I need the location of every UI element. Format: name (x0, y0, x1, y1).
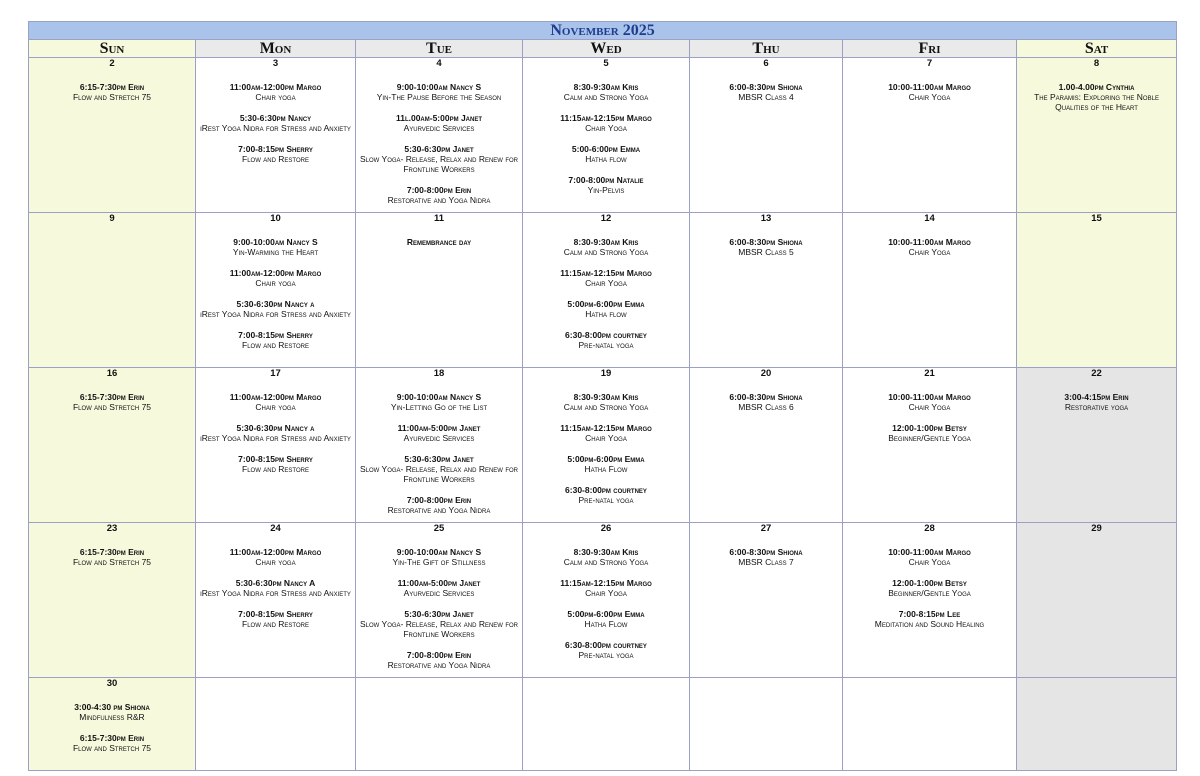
dow-wed: Wed (523, 40, 690, 58)
day-cell (690, 213, 843, 368)
event-item[interactable] (843, 392, 1016, 412)
event-name: Chair yoga (255, 92, 296, 102)
month-title: November 2025 (29, 22, 1177, 40)
event-time: 9:00-10:00am Nancy S (396, 392, 482, 402)
event-item[interactable] (843, 237, 1016, 257)
day-number: 2 (109, 58, 115, 69)
event-name: Calm and Strong Yoga (563, 247, 649, 257)
event-item[interactable] (1017, 82, 1176, 112)
event-name: Meditation and Sound Healing (874, 619, 985, 629)
event-item[interactable] (690, 547, 842, 567)
event-name: Hatha flow (585, 309, 627, 319)
event-time: 5:30-6:30pm Nancy (239, 113, 312, 123)
event-item[interactable] (196, 454, 355, 474)
event-name: Ayurvedic Services (403, 433, 475, 443)
event-item[interactable] (843, 578, 1016, 598)
event-time: 11:15am-12:15pm Margo (560, 423, 652, 433)
event-time: 6:30-8:00pm courtney (565, 640, 647, 650)
event-time: 7:00-8:15pm Lee (898, 609, 961, 619)
event-time: 11:00am-12:00pm Margo (229, 268, 322, 278)
event-name: Chair Yoga (908, 92, 951, 102)
event-time: 6:00-8:30pm Shiona (729, 392, 803, 402)
day-number: 6 (763, 58, 769, 69)
day-cell (196, 678, 356, 771)
day-number: 28 (924, 523, 935, 534)
day-number: 12 (600, 213, 612, 224)
day-number: 21 (924, 368, 935, 379)
event-name: Restorative and Yoga Nidra (387, 660, 491, 670)
event-item[interactable] (29, 82, 195, 102)
event-item[interactable] (843, 609, 1016, 629)
event-name: Yin-The Pause Before the Season (376, 92, 502, 102)
event-item[interactable] (356, 578, 522, 598)
event-name: iRest Yoga Nidra for Stress and Anxiety (200, 309, 351, 319)
day-cell (29, 678, 196, 771)
event-time: 9:00-10:00am Nancy S (396, 82, 482, 92)
event-name: Pre-natal yoga (578, 650, 634, 660)
event-time: 5:00pm-6:00pm Emma (567, 454, 645, 464)
day-number: 9 (109, 213, 115, 224)
day-number: 20 (760, 368, 772, 379)
event-item[interactable] (196, 330, 355, 350)
event-name: Slow Yoga- Release, Relax and Renew for Frontline Workers (360, 154, 518, 174)
event-time: 10:00-11:00am Margo (888, 237, 971, 247)
event-time: 11:00am-12:00pm Margo (229, 392, 322, 402)
event-item[interactable] (356, 454, 522, 484)
dow-fri: Fri (843, 40, 1017, 58)
calendar-body (29, 58, 1177, 771)
day-number: 11 (433, 213, 445, 224)
event-time: 5:30-6:30pm Nancy A (235, 578, 316, 588)
day-of-week-header (29, 40, 1177, 58)
event-item[interactable] (843, 82, 1016, 102)
event-time: 5:30-6:30pm Nancy a (236, 423, 315, 433)
event-name: Flow and Restore (242, 619, 309, 629)
event-time: 11:00am-5:00pm Janet (397, 423, 481, 433)
event-item[interactable] (196, 578, 355, 598)
event-name: MBSR Class 7 (738, 557, 794, 567)
event-time: 8:30-9:30am Kris (573, 392, 639, 402)
day-number: 5 (603, 58, 609, 69)
event-item[interactable] (196, 392, 355, 412)
event-name: Restorative and Yoga Nidra (387, 195, 491, 205)
event-time: 3:00-4:15pm Erin (1064, 392, 1129, 402)
event-name: iRest Yoga Nidra for Stress and Anxiety (200, 588, 351, 598)
dow-sat: Sat (1017, 40, 1177, 58)
day-number (1017, 678, 1176, 691)
event-item[interactable] (356, 113, 522, 133)
event-name: Chair Yoga (908, 402, 951, 412)
event-name: Chair Yoga (585, 588, 627, 598)
day-cell (356, 523, 523, 678)
event-time: 12:00-1:00pm Betsy (892, 578, 967, 588)
day-cell (356, 213, 523, 368)
event-time: 5:30-6:30pm Janet (404, 144, 474, 154)
event-time: 6:15-7:30pm Erin (79, 733, 145, 743)
day-cell (523, 678, 690, 771)
day-number: 15 (1091, 213, 1102, 224)
day-cell (523, 58, 690, 213)
event-time: 5:30-6:30pm Janet (404, 454, 474, 464)
day-cell (843, 213, 1017, 368)
event-item[interactable] (356, 392, 522, 412)
event-item[interactable] (843, 547, 1016, 567)
event-item[interactable] (29, 733, 195, 753)
day-cell (843, 678, 1017, 771)
event-time: 10:00-11:00am Margo (888, 547, 971, 557)
event-name: Calm and Strong Yoga (563, 557, 649, 567)
day-cell (356, 58, 523, 213)
event-item[interactable] (356, 423, 522, 443)
day-cell (843, 523, 1017, 678)
event-time: 11:15am-12:15pm Margo (560, 578, 652, 588)
day-cell (690, 523, 843, 678)
event-time: 7:00-8:15pm Sherry (238, 609, 313, 619)
day-cell (690, 58, 843, 213)
event-item[interactable] (196, 423, 355, 443)
event-item[interactable] (356, 185, 522, 205)
event-item[interactable] (690, 392, 842, 412)
event-item[interactable] (523, 578, 689, 598)
event-item[interactable] (196, 144, 355, 164)
event-time: Remembrance day (406, 237, 472, 247)
event-time: 10:00-11:00am Margo (888, 392, 971, 402)
event-name: Flow and Stretch 75 (72, 743, 152, 753)
day-number (523, 678, 689, 691)
day-number: 17 (270, 368, 281, 379)
day-number: 19 (600, 368, 612, 379)
week-row (29, 523, 1177, 678)
event-name: Calm and Strong Yoga (563, 402, 649, 412)
event-time: 7:00-8:00pm Erin (406, 650, 472, 660)
event-item[interactable] (523, 547, 689, 567)
event-name: Flow and Stretch 75 (72, 402, 152, 412)
event-time: 11l.00am-5:00pm Janet (395, 113, 483, 123)
day-cell (356, 368, 523, 523)
event-name: Yin-Pelvis (587, 185, 625, 195)
day-number: 26 (600, 523, 612, 534)
event-time: 11:15am-12:15pm Margo (560, 113, 652, 123)
day-cell (843, 58, 1017, 213)
event-time: 5:30-6:30pm Nancy a (236, 299, 315, 309)
event-time: 3:00-4:30 pm Shiona (74, 702, 150, 712)
event-name: Beginner/Gentle Yoga (888, 588, 971, 598)
day-cell (356, 678, 523, 771)
event-time: 11:00am-12:00pm Margo (229, 547, 322, 557)
event-name: The Paramis: Exploring the Noble Qualities of the Heart (1034, 92, 1159, 112)
event-time: 6:00-8:30pm Shiona (729, 237, 803, 247)
event-name: Chair Yoga (585, 123, 627, 133)
event-item[interactable] (523, 330, 689, 350)
event-name: Chair yoga (255, 557, 296, 567)
event-time: 7:00-8:00pm Natalie (568, 175, 644, 185)
event-item[interactable] (196, 113, 355, 133)
event-name: iRest Yoga Nidra for Stress and Anxiety (200, 123, 351, 133)
event-name: Restorative and Yoga Nidra (387, 505, 491, 515)
day-cell (29, 213, 196, 368)
event-time: 9:00-10:00am Nancy S (396, 547, 482, 557)
event-time: 7:00-8:15pm Sherry (238, 144, 313, 154)
event-time: 6:00-8:30pm Shiona (729, 547, 803, 557)
event-name: Pre-natal yoga (578, 340, 634, 350)
event-item[interactable] (29, 702, 195, 722)
event-time: 10:00-11:00am Margo (888, 82, 971, 92)
event-item[interactable] (523, 299, 689, 319)
day-number: 27 (760, 523, 772, 534)
event-name: iRest Yoga Nidra for Stress and Anxiety (200, 433, 351, 443)
dow-thu: Thu (690, 40, 843, 58)
event-time: 7:00-8:00pm Erin (406, 185, 472, 195)
day-cell (196, 213, 356, 368)
event-time: 6:00-8:30pm Shiona (729, 82, 803, 92)
event-time: 6:30-8:00pm courtney (565, 485, 647, 495)
event-item[interactable] (356, 144, 522, 174)
day-cell (196, 523, 356, 678)
day-cell (523, 368, 690, 523)
day-number: 4 (436, 58, 442, 69)
event-item[interactable] (1017, 392, 1176, 412)
event-name: Slow Yoga- Release, Relax and Renew for Frontline Workers (360, 464, 518, 484)
day-cell (1017, 58, 1177, 213)
event-name: Flow and Stretch 75 (72, 557, 152, 567)
event-name: Ayurvedic Services (403, 123, 475, 133)
event-name: Chair Yoga (908, 247, 951, 257)
event-name: Hatha flow (585, 154, 627, 164)
event-name: Pre-natal yoga (578, 495, 634, 505)
event-name: Flow and Stretch 75 (72, 92, 152, 102)
day-cell (690, 678, 843, 771)
week-row (29, 678, 1177, 771)
event-name: Hatha Flow (584, 619, 628, 629)
event-time: 11:00am-12:00pm Margo (229, 82, 322, 92)
day-number (196, 678, 355, 691)
event-item[interactable] (356, 609, 522, 639)
event-item[interactable] (523, 144, 689, 164)
day-cell (523, 523, 690, 678)
event-name: Chair yoga (255, 402, 296, 412)
event-time: 9:00-10:00am Nancy S (233, 237, 318, 247)
event-time: 6:15-7:30pm Erin (79, 82, 145, 92)
week-row (29, 213, 1177, 368)
event-time: 6:15-7:30pm Erin (79, 392, 145, 402)
event-item[interactable] (523, 237, 689, 257)
event-item[interactable] (843, 423, 1016, 443)
event-name: Ayurvedic Services (403, 588, 475, 598)
event-item[interactable] (196, 268, 355, 288)
event-item[interactable] (196, 82, 355, 102)
day-number: 18 (433, 368, 445, 379)
event-name: MBSR Class 6 (738, 402, 794, 412)
event-name: Flow and Restore (242, 154, 309, 164)
day-cell (29, 368, 196, 523)
event-time: 7:00-8:15pm Sherry (238, 454, 313, 464)
event-item[interactable] (356, 495, 522, 515)
event-item[interactable] (690, 82, 842, 102)
day-number: 8 (1093, 58, 1100, 69)
event-time: 12:00-1:00pm Betsy (892, 423, 967, 433)
day-number: 25 (433, 523, 445, 534)
event-time: 11:00am-5:00pm Janet (397, 578, 481, 588)
event-time: 6:30-8:00pm courtney (565, 330, 647, 340)
event-name: Restorative yoga (1064, 402, 1129, 412)
dow-mon: Mon (196, 40, 356, 58)
day-cell (196, 368, 356, 523)
event-time: 8:30-9:30am Kris (573, 82, 639, 92)
event-item[interactable] (523, 392, 689, 412)
event-name: Yin-Letting Go of the List (390, 402, 488, 412)
week-row (29, 58, 1177, 213)
day-number: 24 (270, 523, 281, 534)
event-item[interactable] (523, 485, 689, 505)
event-time: 7:00-8:15pm Sherry (238, 330, 313, 340)
event-name: MBSR Class 5 (738, 247, 794, 257)
day-number (690, 678, 842, 691)
day-cell (690, 368, 843, 523)
event-item[interactable] (690, 237, 842, 257)
event-item[interactable] (523, 609, 689, 629)
event-item[interactable] (196, 609, 355, 629)
event-time: 5:30-6:30pm Janet (404, 609, 474, 619)
event-name: Chair yoga (255, 278, 296, 288)
day-number: 22 (1091, 368, 1102, 379)
event-item[interactable] (356, 237, 522, 247)
event-item[interactable] (523, 82, 689, 102)
day-number (356, 678, 522, 691)
event-item[interactable] (29, 392, 195, 412)
event-name: Slow Yoga- Release, Relax and Renew for Frontline Workers (360, 619, 518, 639)
event-name: Mindfulness R&R (79, 712, 145, 722)
day-number: 7 (926, 58, 933, 69)
event-time: 6:15-7:30pm Erin (79, 547, 145, 557)
event-time: 8:30-9:30am Kris (573, 547, 639, 557)
event-name: Hatha Flow (584, 464, 628, 474)
event-item[interactable] (523, 113, 689, 133)
event-name: Beginner/Gentle Yoga (888, 433, 971, 443)
day-cell (1017, 678, 1177, 771)
day-number: 30 (106, 678, 118, 689)
calendar-grid (28, 21, 1177, 771)
day-cell (843, 368, 1017, 523)
day-cell (29, 523, 196, 678)
day-number: 23 (106, 523, 118, 534)
event-item[interactable] (356, 650, 522, 670)
event-name: Yin-Warming the Heart (232, 247, 319, 257)
event-name: Yin-The Gift of Stillness (392, 557, 486, 567)
event-item[interactable] (196, 299, 355, 319)
day-cell (523, 213, 690, 368)
event-name: MBSR Class 4 (738, 92, 794, 102)
day-cell (29, 58, 196, 213)
event-item[interactable] (356, 547, 522, 567)
day-cell (1017, 368, 1177, 523)
event-name: Flow and Restore (242, 340, 309, 350)
event-time: 5:00pm-6:00pm Emma (567, 609, 645, 619)
day-cell (1017, 523, 1177, 678)
dow-sun: Sun (29, 40, 196, 58)
event-time: 11:15am-12:15pm Margo (560, 268, 652, 278)
week-row (29, 368, 1177, 523)
day-cell (196, 58, 356, 213)
event-item[interactable] (196, 547, 355, 567)
event-time: 1.00-4.00pm Cynthia (1058, 82, 1135, 92)
dow-tue: Tue (356, 40, 523, 58)
event-item[interactable] (523, 423, 689, 443)
day-cell (1017, 213, 1177, 368)
event-time: 5:00pm-6:00pm Emma (567, 299, 645, 309)
event-item[interactable] (523, 268, 689, 288)
day-number: 13 (760, 213, 772, 224)
day-number: 3 (272, 58, 279, 69)
event-name: Calm and Strong Yoga (563, 92, 649, 102)
event-time: 8:30-9:30am Kris (573, 237, 639, 247)
event-item[interactable] (523, 175, 689, 195)
event-item[interactable] (29, 547, 195, 567)
event-name: Chair Yoga (908, 557, 951, 567)
event-name: Chair Yoga (585, 433, 627, 443)
event-time: 5:00-6:00pm Emma (571, 144, 641, 154)
event-item[interactable] (523, 454, 689, 474)
day-number: 29 (1091, 523, 1102, 534)
event-item[interactable] (196, 237, 355, 257)
day-number: 14 (924, 213, 935, 224)
event-item[interactable] (356, 82, 522, 102)
event-time: 7:00-8:00pm Erin (406, 495, 472, 505)
day-number: 10 (270, 213, 281, 224)
day-number: 16 (106, 368, 118, 379)
event-name: Chair Yoga (585, 278, 627, 288)
event-item[interactable] (523, 640, 689, 660)
day-number (843, 678, 1016, 691)
event-name: Flow and Restore (242, 464, 309, 474)
